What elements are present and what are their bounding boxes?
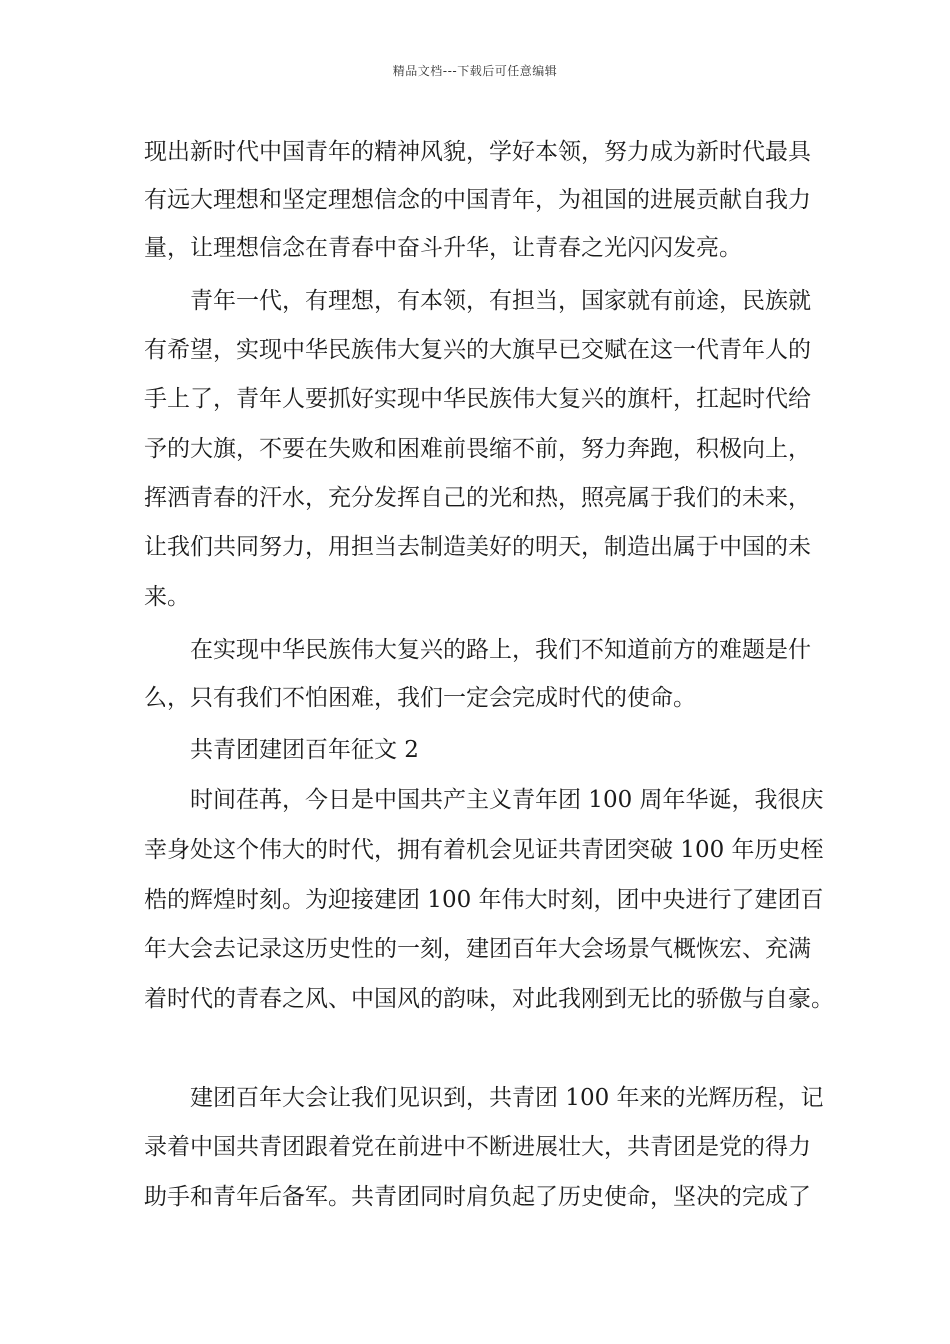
paragraph-line: 挥洒青春的汗水，充分发挥自己的光和热，照亮属于我们的未来， bbox=[144, 485, 811, 511]
paragraph-line: 么，只有我们不怕困难，我们一定会完成时代的使命。 bbox=[144, 685, 696, 711]
paragraph-line: 有希望，实现中华民族伟大复兴的大旗早已交赋在这一代青年人的 bbox=[144, 337, 811, 363]
paragraph-line: 年大会去记录这历史性的一刻，建团百年大会场景气概恢宏、充满 bbox=[144, 936, 811, 962]
paragraph-line: 予的大旗，不要在失败和困难前畏缩不前，努力奔跑，积极向上， bbox=[144, 436, 811, 462]
paragraph-line: 现出新时代中国青年的精神风貌，学好本领，努力成为新时代最具 bbox=[144, 139, 811, 165]
paragraph-line: 着时代的青春之风、中国风的韵味，对此我刚到无比的骄傲与自豪。 bbox=[144, 986, 834, 1012]
paragraph-line: 梏的辉煌时刻。为迎接建团 100 年伟大时刻，团中央进行了建团百 bbox=[144, 887, 824, 913]
paragraph-line: 青年一代，有理想，有本领，有担当，国家就有前途，民族就 bbox=[190, 288, 811, 314]
paragraph-line: 建团百年大会让我们见识到，共青团 100 年来的光辉历程，记 bbox=[190, 1085, 824, 1111]
paragraph-line: 幸身处这个伟大的时代，拥有着机会见证共青团突破 100 年历史桎 bbox=[144, 837, 824, 863]
paragraph-line: 有远大理想和坚定理想信念的中国青年，为祖国的进展贡献自我力 bbox=[144, 187, 811, 213]
paragraph-line: 时间荏苒，今日是中国共产主义青年团 100 周年华诞，我很庆 bbox=[190, 787, 824, 813]
paragraph-line: 量，让理想信念在青春中奋斗升华，让青春之光闪闪发亮。 bbox=[144, 235, 742, 261]
paragraph-line: 手上了，青年人要抓好实现中华民族伟大复兴的旗杆，扛起时代给 bbox=[144, 386, 811, 412]
section-heading: 共青团建团百年征文 2 bbox=[190, 737, 419, 763]
paragraph-line: 录着中国共青团跟着党在前进中不断进展壮大，共青团是党的得力 bbox=[144, 1134, 811, 1160]
page-header: 精品文档---下载后可任意编辑 bbox=[392, 64, 558, 78]
paragraph-line: 助手和青年后备军。共青团同时肩负起了历史使命，坚决的完成了 bbox=[144, 1184, 811, 1210]
paragraph-line: 来。 bbox=[144, 584, 190, 610]
paragraph-line: 让我们共同努力，用担当去制造美好的明天，制造出属于中国的未 bbox=[144, 534, 811, 560]
paragraph-line: 在实现中华民族伟大复兴的路上，我们不知道前方的难题是什 bbox=[190, 637, 811, 663]
